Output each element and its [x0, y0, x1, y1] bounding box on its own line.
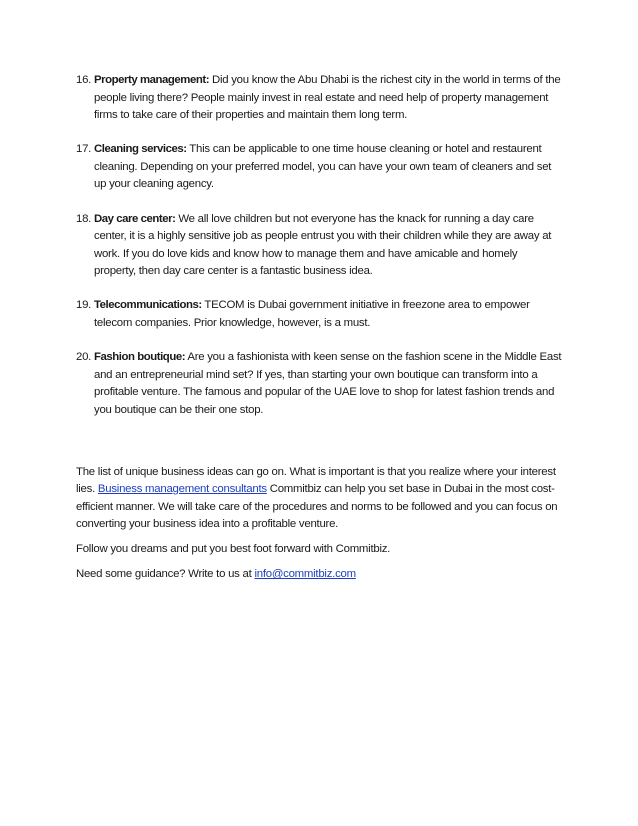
item-term: Day care center:: [94, 212, 176, 225]
follow-dreams-paragraph: Follow you dreams and put you best foot forward with Commitbiz.: [76, 543, 391, 556]
closing-text: The list of unique business ideas can go on. What is important is that you realize where your interest lies.: [76, 465, 556, 496]
item-text: Are you a fashionista with keen sense on the fashion scene in the Middle East and an entrepreneurial mind set? If yes, than starting your own boutique can transform into a profitable venture. The famous and popular of the UAE love to shop for latest fashion trends and you boutique can be their one stop.: [94, 351, 562, 416]
item-number: 20.: [76, 351, 92, 364]
business-ideas-list: [76, 72, 562, 420]
item-text: We all love children but not everyone has the knack for running a day care center, it is a highly sensitive job as people entrust you with their children while they are away at work. If you do love kids and know how to manage them and have amicable and homely property, then day care center is a fantastic business idea.: [94, 212, 552, 278]
list-item: [76, 349, 562, 419]
item-number: 17.: [76, 143, 92, 156]
item-term: Cleaning services:: [94, 143, 187, 156]
closing-paragraph: [76, 464, 562, 534]
document-page: [76, 72, 562, 592]
item-term: Fashion boutique:: [94, 351, 186, 364]
list-item: [76, 72, 562, 125]
item-term: Telecommunications:: [94, 299, 202, 312]
item-text: Did you know the Abu Dhabi is the richest city in the world in terms of the people living there? People mainly invest in real estate and need help of property management firms to take care of their properties and maintain them long term.: [94, 74, 561, 122]
list-item: [76, 141, 562, 194]
item-term: Property management:: [94, 74, 210, 86]
item-number: 16.: [76, 74, 92, 86]
item-number: 19.: [76, 299, 92, 312]
closing-text: Commitbiz can help you set base in Dubai in the most cost-efficient manner. We will take care of the procedures and norms to be followed and you can focus on converting your business idea into a profitable venture.: [76, 483, 558, 531]
guidance-text: Need some guidance? Write to us at: [76, 568, 255, 581]
list-item: [76, 211, 562, 281]
guidance-paragraph: [76, 566, 562, 584]
item-text: TECOM is Dubai government initiative in freezone area to empower telecom companies. Prior knowledge, however, is a must.: [94, 299, 530, 330]
business-consultants-link[interactable]: Business management consultants: [97, 483, 267, 496]
closing-section: [76, 464, 562, 585]
item-number: 18.: [76, 212, 92, 225]
item-text: This can be applicable to one time house cleaning or hotel and restaurent cleaning. Depending on your preferred model, you can have your own team of cleaners and set up your cleaning agency.: [94, 143, 552, 191]
list-item: [76, 297, 562, 332]
email-link[interactable]: info@commitbiz.com: [254, 568, 356, 581]
